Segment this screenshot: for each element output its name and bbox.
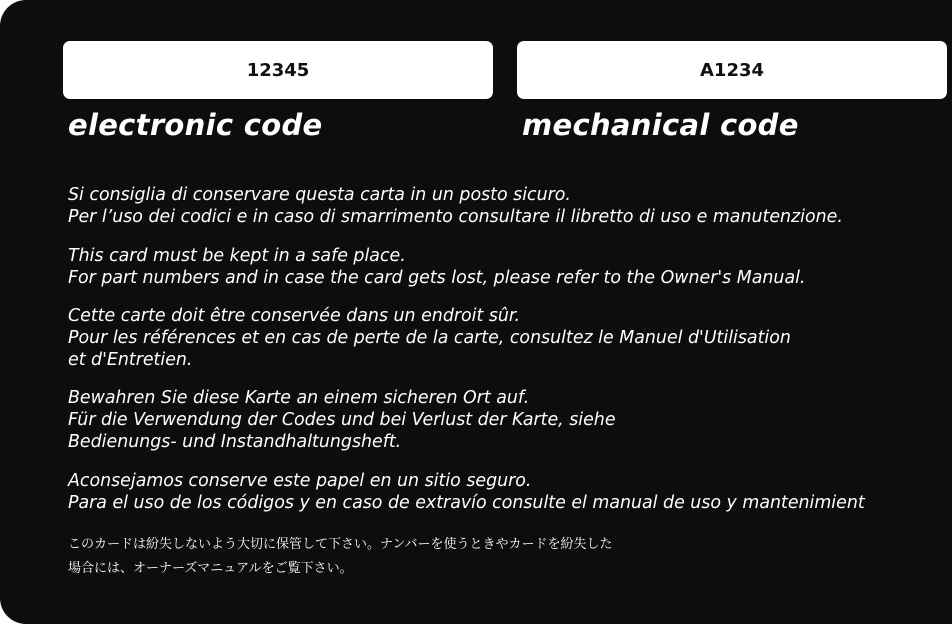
mechanical-code-box [517, 41, 947, 99]
instructions-spanish [68, 470, 865, 514]
instruction-line: Para el uso de los códigos y en caso de extravío consulte el manual de uso y mantenimient [68, 493, 865, 513]
instructions-german [68, 387, 616, 453]
instruction-line: Cette carte doit être conservée dans un endroit sûr. [68, 306, 520, 326]
instruction-line: Für die Verwendung der Codes und bei Verlust der Karte, siehe [68, 410, 616, 430]
electronic-code-label: electronic code [68, 108, 323, 142]
instruction-line: Bedienungs- und Instandhaltungsheft. [68, 432, 402, 452]
electronic-code-box [63, 41, 493, 99]
instruction-line: For part numbers and in case the card gets lost, please refer to the Owner's Manual. [68, 268, 806, 288]
instructions-japanese [68, 533, 612, 581]
instruction-line: Pour les références et en cas de perte de la carte, consultez le Manuel d'Utilisation [68, 328, 791, 348]
mechanical-code-value: A1234 [699, 59, 765, 81]
instruction-line: Si consiglia di conservare questa carta in un posto sicuro. [68, 185, 571, 205]
instruction-line: Per l’uso dei codici e in caso di smarrimento consultare il libretto di uso e manutenzione. [68, 207, 843, 227]
instructions-french [68, 305, 791, 371]
instruction-line: This card must be kept in a safe place. [68, 246, 406, 266]
instruction-line: et d'Entretien. [68, 350, 193, 370]
mechanical-code-label: mechanical code [522, 108, 799, 142]
instruction-line: 場合には、オーナーズマニュアルをご覧下さい。 [68, 561, 353, 576]
instructions-english [68, 245, 805, 289]
instruction-line: このカードは紛失しないよう大切に保管して下さい。ナンバーを使うときやカードを紛失した [68, 537, 613, 552]
instruction-line: Aconsejamos conserve este papel en un sitio seguro. [68, 471, 532, 491]
instructions-italian [68, 184, 843, 228]
electronic-code-value: 12345 [246, 59, 310, 81]
instruction-line: Bewahren Sie diese Karte an einem sicheren Ort auf. [68, 388, 530, 408]
